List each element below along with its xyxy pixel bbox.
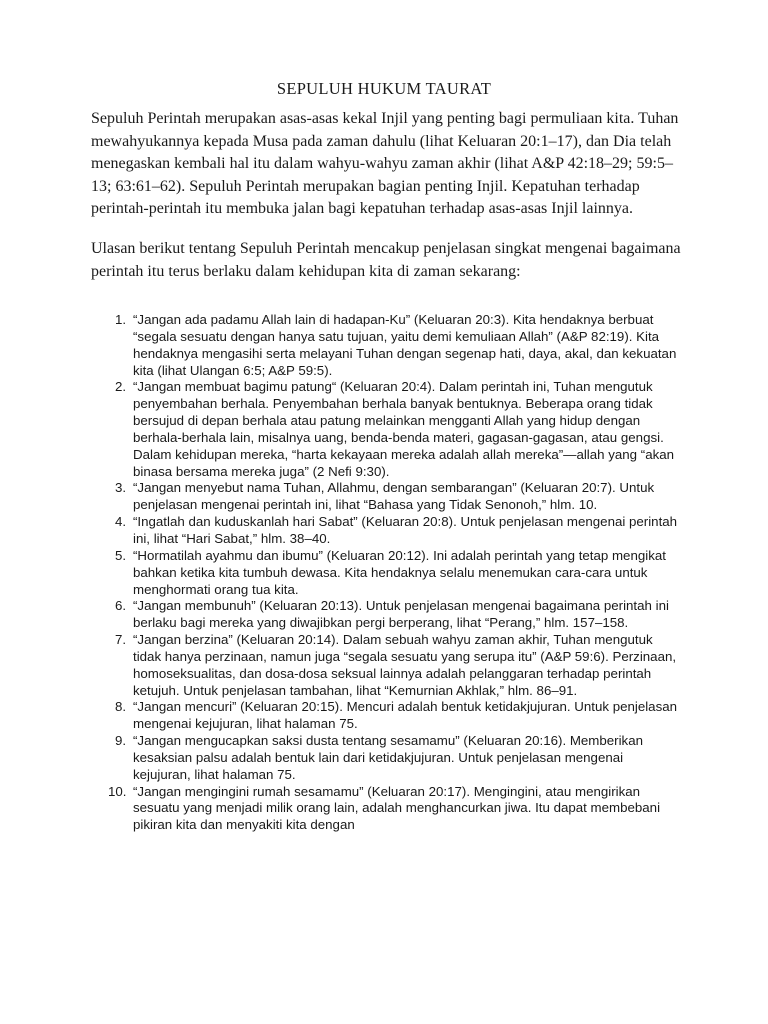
list-item — [91, 598, 681, 632]
list-item-number: 1. — [115, 312, 127, 327]
list-item-number: 4. — [115, 514, 127, 530]
list-item-text: “Jangan membuat bagimu patung“ (Keluaran 20:4). Dalam perintah ini, Tuhan mengutuk penyembahan berhala. Penyembahan berhala banyak bentuknya. Beberapa orang tidak bersujud di depan berhala atau patung melainkan mengganti Allah yang hidup dengan berhala-berhala lain, misalnya uang, benda-benda materi, gagasan-gagasan, atau gengsi. Dalam kehidupan mereka, “harta kekayaan mereka adalah allah mereka”—allah yang “akan binasa bersama mereka juga” (2 Nefi 9:30). — [133, 379, 675, 479]
list-item — [91, 379, 681, 480]
list-item-text: “Jangan mengingini rumah sesamamu” (Keluaran 20:17). Mengingini, atau mengirikan sesuatu yang menjadi milik orang lain, adalah menghancurkan jiwa. Itu dapat membebani pikiran kita dan menyakiti kita dengan — [133, 783, 661, 833]
list-item — [91, 548, 681, 599]
list-item-number: 8. — [115, 699, 127, 715]
intro-paragraph: Sepuluh Perintah merupakan asas-asas kekal Injil yang penting bagi permuliaan kita. Tuhan mewahyukannya kepada Musa pada zaman dahulu (lihat Keluaran 20:1–17), dan Dia telah menegaskan kembali hal itu dalam wahyu-wahyu zaman akhir (lihat A&P 42:18–29; 59:5–13; 63:61–62). Sepuluh Perintah merupakan bagian penting Injil. Kepatuhan terhadap perintah-perintah itu membuka jalan bagi kepatuhan terhadap asas-asas Injil lainnya. — [91, 110, 679, 218]
list-item — [91, 312, 681, 379]
list-item — [91, 632, 681, 699]
list-item — [91, 733, 681, 784]
list-item-number: 10. — [108, 783, 127, 799]
list-item-text: “Jangan mengucapkan saksi dusta tentang sesamamu” (Keluaran 20:16). Memberikan kesaksian palsu adalah bentuk lain dari ketidakjujuran. Untuk penjelasan mengenai kejujuran, lihat halaman 75. — [133, 733, 643, 782]
list-item — [91, 514, 681, 548]
list-item-text: “Jangan mencuri” (Keluaran 20:15). Mencuri adalah bentuk ketidakjujuran. Untuk penjelasan mengenai kejujuran, lihat halaman 75. — [133, 699, 678, 732]
list-item-number: 3. — [115, 480, 127, 496]
document-title: SEPULUH HUKUM TAURAT — [276, 79, 492, 98]
list-item-number: 9. — [115, 733, 127, 749]
list-item — [91, 699, 681, 733]
list-item-text: “Jangan menyebut nama Tuhan, Allahmu, dengan sembarangan” (Keluaran 20:7). Untuk penjelasan mengenai perintah ini, lihat “Bahasa yang Tidak Senonoh,” hlm. 10. — [133, 480, 655, 513]
list-item-number: 7. — [115, 632, 127, 648]
list-item-number: 2. — [115, 379, 127, 395]
list-item-text: “Jangan ada padamu Allah lain di hadapan-Ku” (Keluaran 20:3). Kita hendaknya berbuat “segala sesuatu dengan hanya satu tujuan, yaitu demi kemuliaan Allah” (A&P 82:19). Kita hendaknya mengasihi serta melayani Tuhan dengan segenap hati, daya, akal, dan kekuatan kita (lihat Ulangan 6:5; A&P 59:5). — [133, 312, 677, 378]
commandments-list — [91, 312, 681, 834]
list-item-number: 5. — [115, 547, 127, 563]
list-item — [91, 784, 681, 835]
list-item-text: “Hormatilah ayahmu dan ibumu” (Keluaran 20:12). Ini adalah perintah yang tetap mengikat bahkan ketika kita tumbuh dewasa. Kita hendaknya selalu menemukan cara-cara untuk menghormati orang tua kita. — [133, 547, 666, 597]
list-item-text: “Jangan berzina” (Keluaran 20:14). Dalam sebuah wahyu zaman akhir, Tuhan mengutuk tidak hanya perzinaan, namun juga “segala sesuatu yang serupa itu” (A&P 59:6). Perzinaan, homoseksualitas, dan dosa-dosa seksual lainnya adalah pelanggaran terhadap perintah ketujuh. Untuk penjelasan tambahan, lihat “Kemurnian Akhlak,” hlm. 86–91. — [133, 632, 677, 698]
list-item-text: “Jangan membunuh” (Keluaran 20:13). Untuk penjelasan mengenai bagaimana perintah ini berlaku bagi mereka yang diwajibkan pergi berperang, lihat “Perang,” hlm. 157–158. — [133, 598, 669, 631]
list-item-number: 6. — [115, 598, 127, 614]
overview-paragraph: Ulasan berikut tentang Sepuluh Perintah mencakup penjelasan singkat mengenai bagaimana perintah itu terus berlaku dalam kehidupan kita di zaman sekarang: — [91, 240, 681, 280]
list-item — [91, 480, 681, 514]
list-item-text: “Ingatlah dan kuduskanlah hari Sabat” (Keluaran 20:8). Untuk penjelasan mengenai perintah ini, lihat “Hari Sabat,” hlm. 38–40. — [133, 514, 678, 546]
